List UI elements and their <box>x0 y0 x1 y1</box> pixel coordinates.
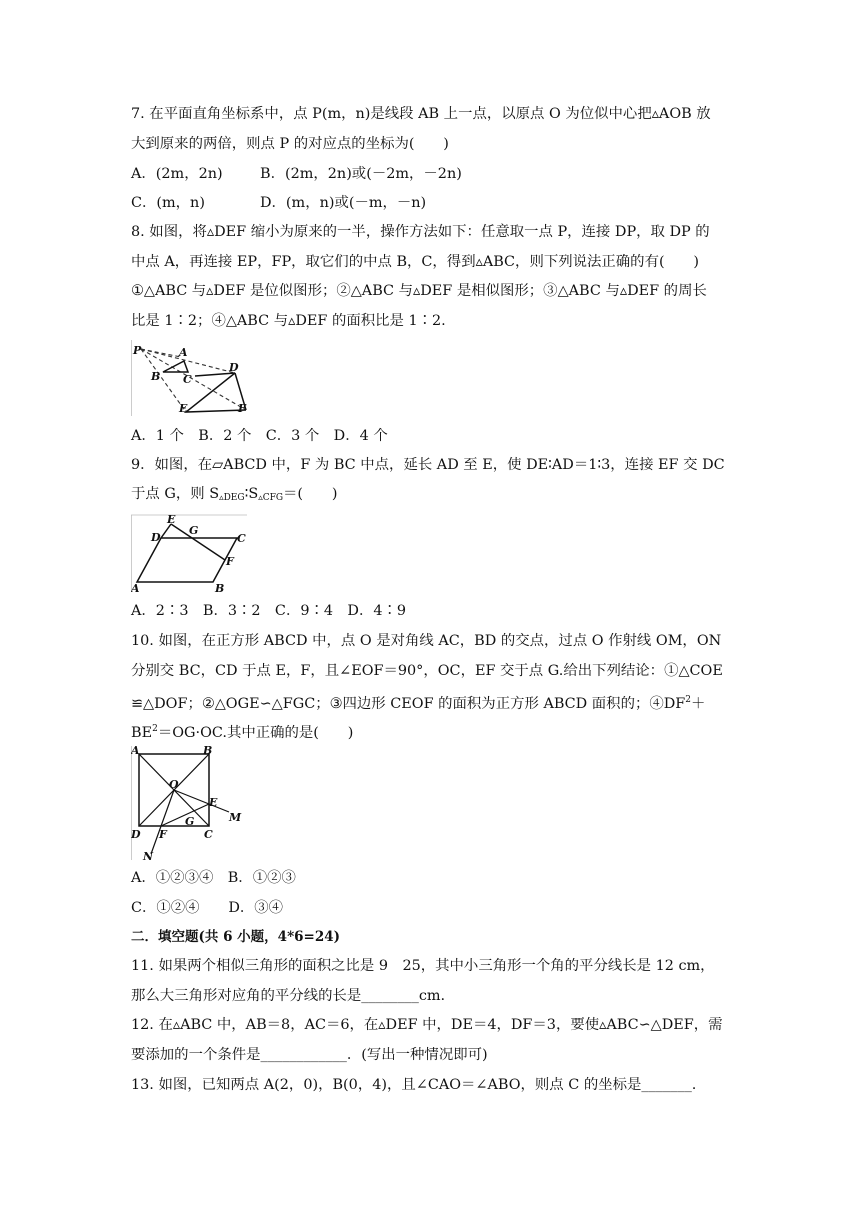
fig-label-b: B <box>203 746 213 757</box>
q10-options-cd: C．①②④ D．③④ <box>131 900 284 916</box>
fig-label-a: A <box>179 346 188 359</box>
fig-label-e: E <box>167 513 176 526</box>
fig-label-f: F <box>159 828 167 841</box>
q12-line1: 12. 在▵ABC 中，AB＝8，AC＝6，在▵DEF 中，DE＝4，DF＝3，要使▵ABC∽△DEF，需 <box>131 1017 723 1033</box>
q9-figure <box>131 512 247 592</box>
section-2-heading: 二．填空题(共 6 小题，4*6=24) <box>131 929 341 945</box>
fig-label-c: C <box>183 373 192 386</box>
fig-label-p: P <box>133 344 142 357</box>
fig-label-b: B <box>215 582 225 592</box>
q9-line2: 于点 G，则 $S_{▵DEG}∶S_{▵CFG}=$( ) <box>131 486 338 503</box>
fig-label-n: N <box>143 850 154 862</box>
q9-options: A．2∶3 B．3∶2 C．9∶4 D．4∶9 <box>131 603 407 619</box>
q9-line1: 9．如图，在▱ABCD 中，F 为 BC 中点，延长 AD 至 E，使 DE∶AD＝1∶3，连接 EF 交 DC <box>131 457 725 473</box>
q7-option-b: B．(2m，2n)或(－2m，－2n) <box>260 166 462 182</box>
fig-label-a: A <box>131 582 140 592</box>
q10-line1: 10. 如图，在正方形 ABCD 中，点 O 是对角线 AC，BD 的交点，过点 O 作射线 OM，ON <box>131 633 722 649</box>
fig-label-f: F <box>238 402 246 415</box>
q10-figure <box>131 746 243 862</box>
fig-label-o: O <box>169 778 179 791</box>
q7-line2: 大到原来的两倍，则点 P 的对应点的坐标为( ) <box>131 136 449 152</box>
fig-label-d: D <box>131 828 141 841</box>
q7-line1: 7. 在平面直角坐标系中，点 P(m，n)是线段 AB 上一点，以原点 O 为位似中心把▵AOB 放 <box>131 106 711 122</box>
fig-label-m: M <box>229 811 242 824</box>
q7-option-a: A．(2m，2n) <box>131 166 223 182</box>
q10-line3: ≌△DOF；②△OGE∽△FGC；③四边形 CEOF 的面积为正方形 ABCD 面积的；$④DF^2+$ <box>131 695 706 712</box>
q11-line1: 11. 如果两个相似三角形的面积之比是 9 25，其中小三角形一个角的平分线长是 12 cm， <box>131 958 715 974</box>
fig-label-f: F <box>226 555 234 568</box>
fig-label-e: E <box>179 402 188 415</box>
q8-line1: 8. 如图，将▵DEF 缩小为原来的一半，操作方法如下：任意取一点 P，连接 DP，取 DP 的 <box>131 224 710 240</box>
q7-option-c: C．(m，n) <box>131 195 205 211</box>
fig-label-d: D <box>151 531 161 544</box>
q8-line2: 中点 A，再连接 EP，FP，取它们的中点 B，C，得到▵ABC，则下列说法正确的有( ) <box>131 254 699 270</box>
q11-line2: 那么大三角形对应角的平分线的长是________cm. <box>131 988 446 1004</box>
q8-figure <box>131 340 256 418</box>
q8-line3: ①△ABC 与▵DEF 是位似图形；②△ABC 与▵DEF 是相似图形；③△ABC 与▵DEF 的周长 <box>131 283 707 299</box>
fig-label-d: D <box>229 361 239 374</box>
fig-label-c: C <box>237 532 246 545</box>
fig-label-c: C <box>204 828 213 841</box>
q7-option-d: D．(m，n)或(－m，－n) <box>260 195 427 211</box>
fig-label-g: G <box>189 524 199 537</box>
q12-line2: 要添加的一个条件是____________．(写出一种情况即可) <box>131 1047 488 1063</box>
q8-line4: 比是 1∶2；④△ABC 与▵DEF 的面积比是 1∶2. <box>131 313 446 329</box>
fig-label-a: A <box>131 746 140 757</box>
q10-line2: 分别交 BC，CD 于点 E，F，且∠EOF＝90°，OC，EF 交于点 G.给出下列结论：①△COE <box>131 663 723 679</box>
fig-label-g: G <box>185 815 195 828</box>
q10-options-ab: A．①②③④ B．①②③ <box>131 870 296 886</box>
fig-label-e: E <box>209 796 218 809</box>
q10-line4: $BE^2=OG\cdot OC$.其中正确的是( ) <box>131 724 354 741</box>
q13-line1: 13. 如图，已知两点 A(2，0)，B(0，4)，且∠CAO＝∠ABO，则点 C 的坐标是_______. <box>131 1077 697 1093</box>
fig-label-b: B <box>151 370 161 383</box>
q8-options: A．1 个 B．2 个 C．3 个 D．4 个 <box>131 428 388 444</box>
